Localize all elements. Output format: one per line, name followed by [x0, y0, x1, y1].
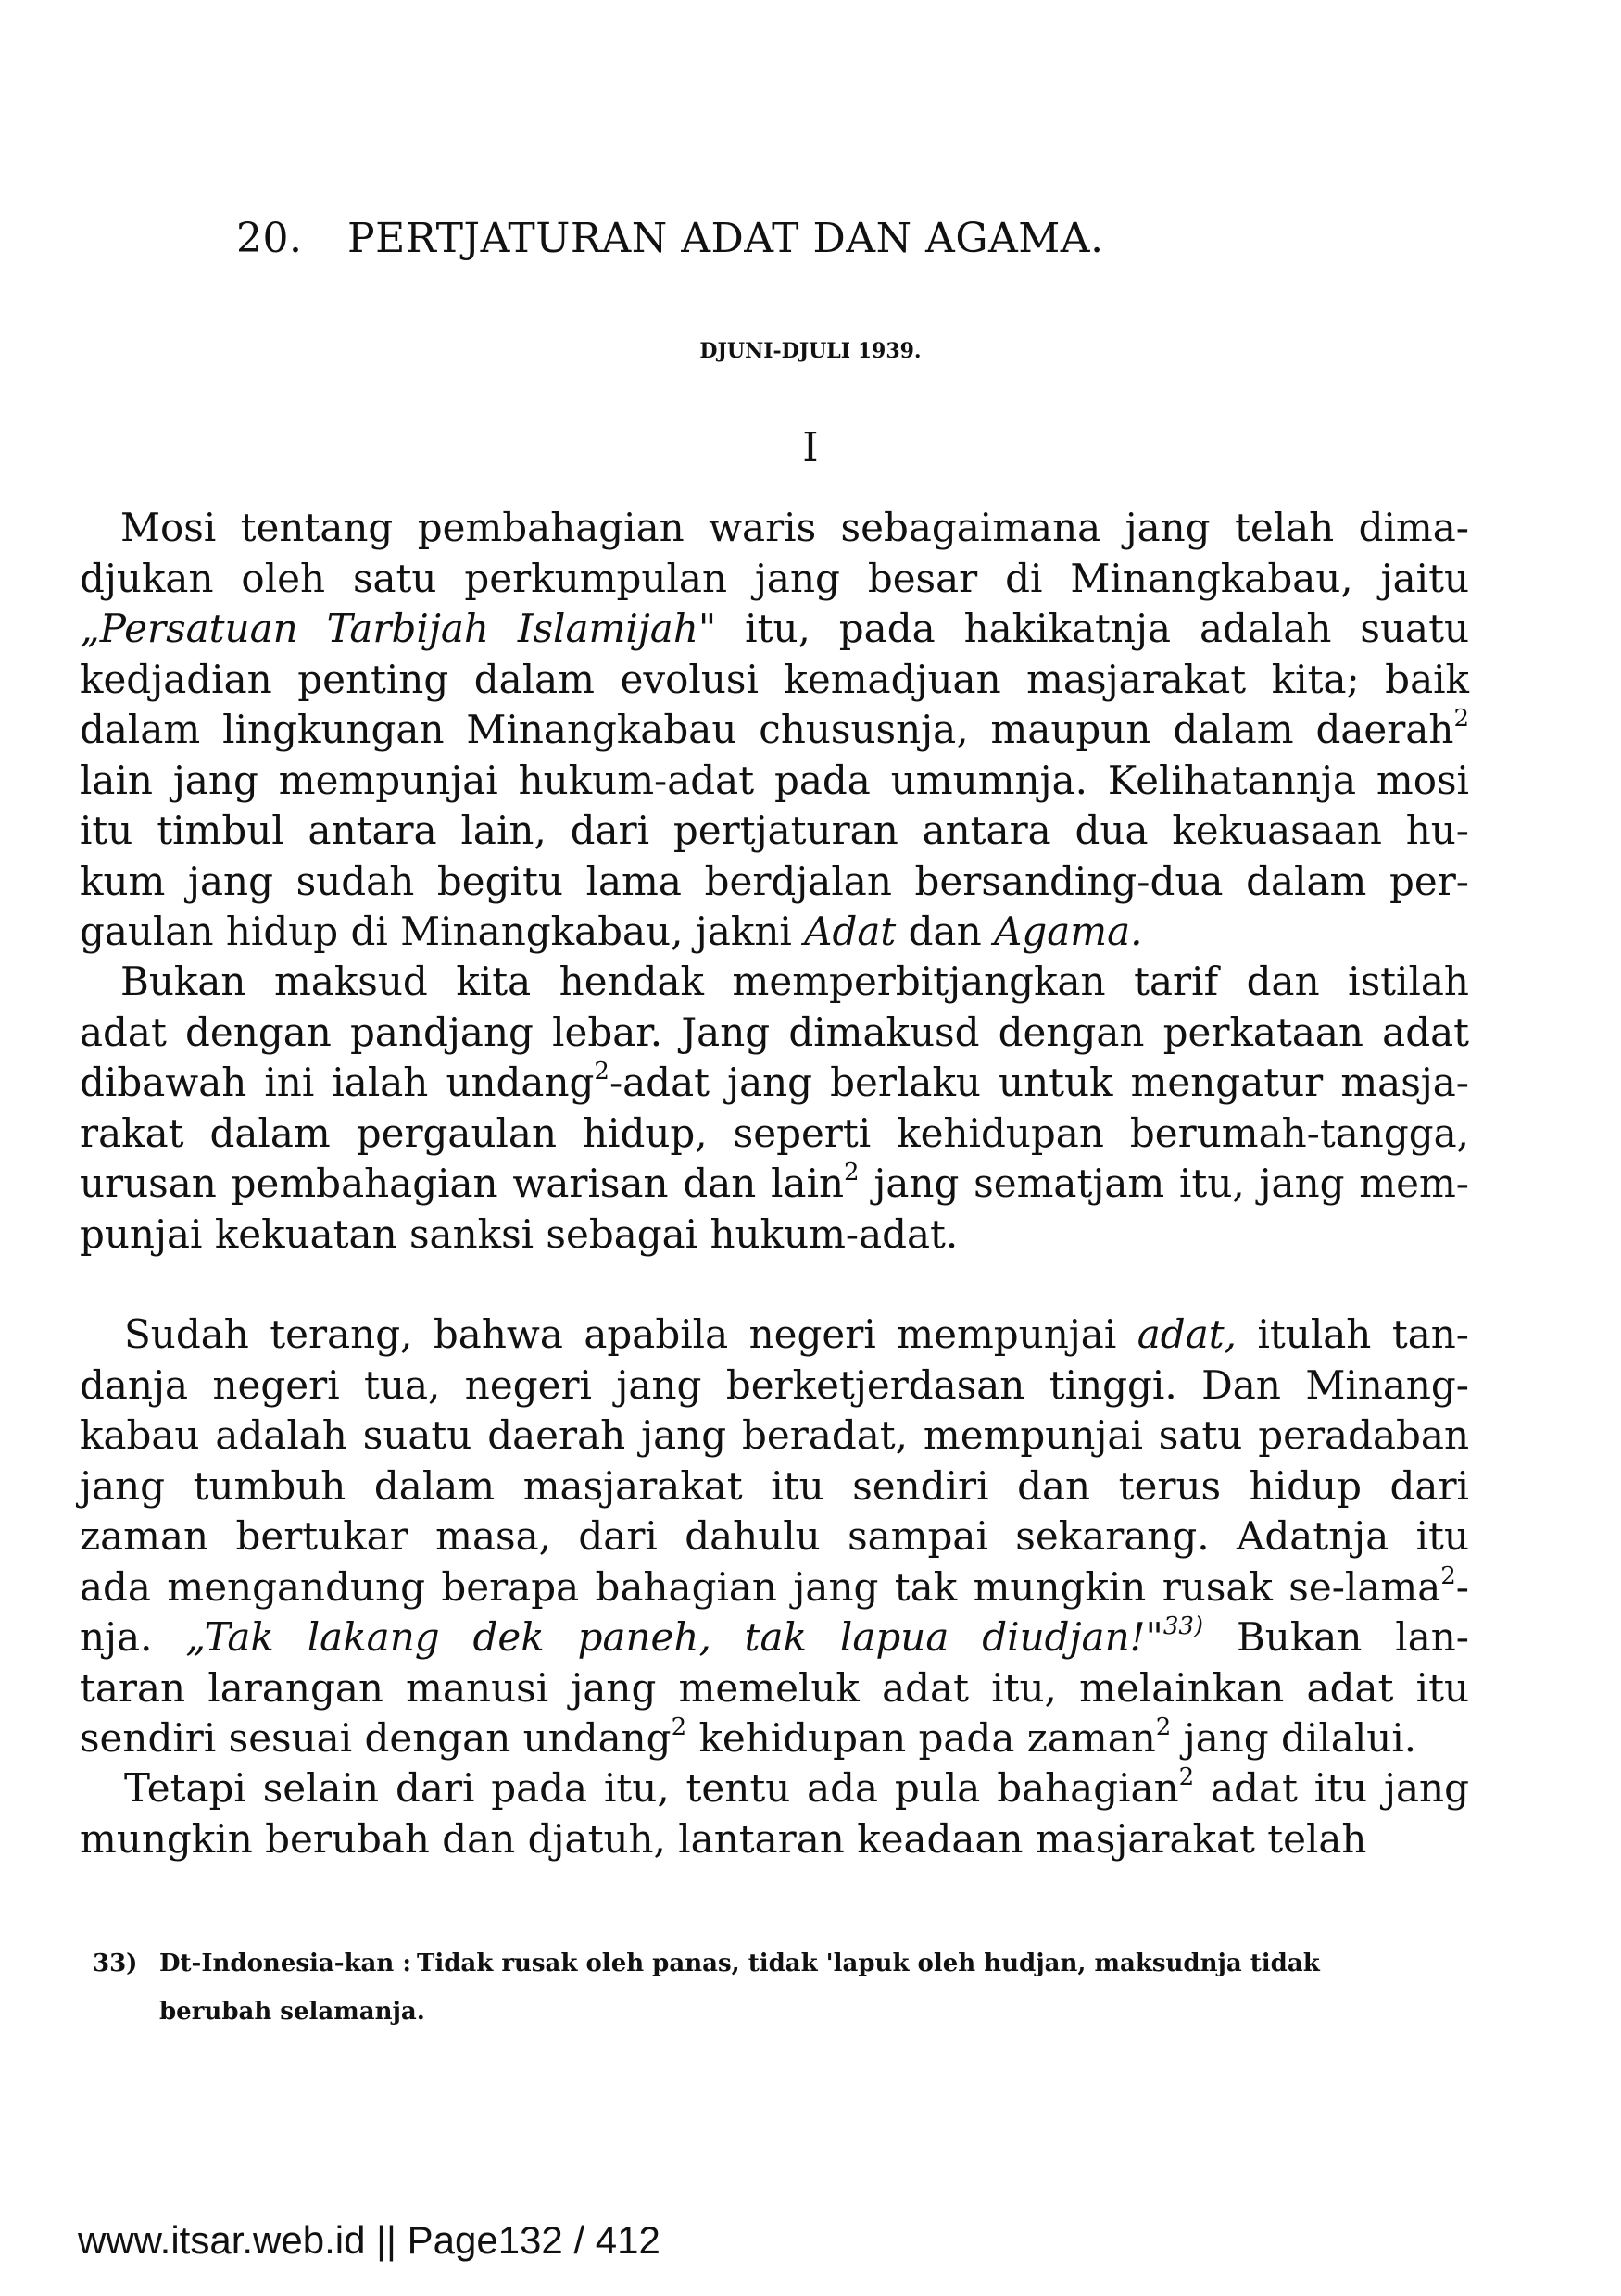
text-line: djukan oleh satu perkumpulan jang besar di Minangkabau, jaitu: [80, 555, 1469, 601]
footnote-line: [93, 1939, 1320, 1988]
text-line: kedjadian penting dalam evolusi kemadjuan masjarakat kita; baik: [80, 656, 1469, 702]
footnote: [93, 1939, 1320, 2036]
section-numeral: I: [802, 424, 819, 471]
footnote-text: Tidak rusak oleh panas, tidak 'lapuk oleh hudjan, maksudnja tidak: [417, 1950, 1320, 1977]
text-line: „Persatuan Tarbijah Islamijah" itu, pada hakikatnja adalah suatu: [80, 606, 1470, 651]
paragraph-4: [80, 1763, 1469, 1864]
text-line: kabau adalah suatu daerah jang beradat, mempunjai satu peradaban: [80, 1412, 1469, 1458]
organization-name: „Persatuan Tarbijah Islamijah": [80, 606, 717, 651]
repetition-mark: 2: [1453, 705, 1469, 733]
text-line: Mosi tentang pembahagian waris sebagaimana jang telah dima-: [120, 505, 1469, 550]
text-line: dibawah ini ialah undang$^2$-adat jang berlaku untuk mengatur masja-: [80, 1058, 1469, 1105]
proverb: „Tak lakang dek paneh, tak lapua diudjan!": [185, 1614, 1163, 1660]
footnote-ref: 33): [1162, 1612, 1204, 1640]
text-line: Tetapi selain dari pada itu, tentu ada pula bahagian$^2$ adat itu jang: [124, 1763, 1469, 1811]
paragraph-3: [80, 1310, 1469, 1764]
text-line: Bukan maksud kita hendak memperbitjangkan tarif dan istilah: [120, 959, 1469, 1004]
text-line: adat dengan pandjang lebar. Jang dimakusd dengan perkataan adat: [80, 1009, 1469, 1055]
footnote-label: Dt-Indonesia-kan :: [159, 1950, 411, 1977]
date-subtitle: DJUNI-DJULI 1939.: [699, 339, 922, 363]
text-line: Sudah terang, bahwa apabila negeri mempunjai adat, itulah tan-: [124, 1311, 1469, 1357]
repetition-mark: 2: [1155, 1713, 1172, 1741]
repetition-mark: 2: [1440, 1562, 1456, 1590]
text-line: mungkin berubah dan djatuh, lantaran keadaan masjarakat telah: [80, 1815, 1367, 1862]
text-line: gaulan hidup di Minangkabau, jakni Adat dan Agama.: [80, 909, 1143, 954]
text-line: urusan pembahagian warisan dan lain$^2$ jang sematjam itu, jang mem-: [80, 1159, 1469, 1206]
text-line: itu timbul antara lain, dari pertjaturan antara dua kekuasaan hu-: [80, 808, 1469, 853]
footnote-continuation: berubah selamanja.: [159, 1998, 425, 2026]
text-line: ada mengandung berapa bahagian jang tak mungkin rusak se-lama$^2$-: [80, 1562, 1469, 1610]
chapter-heading: [236, 215, 1104, 262]
footnote-number: 33): [93, 1950, 138, 1977]
text-line: dalam lingkungan Minangkabau chususnja, maupun dalam daerah$^2$: [80, 705, 1469, 752]
text-line: sendiri sesuai dengan undang$^2$ kehidupan pada zaman$^2$ jang dilalui.: [80, 1713, 1417, 1761]
paragraph-1: [80, 503, 1469, 958]
chapter-title: PERTJATURAN ADAT DAN AGAMA.: [347, 215, 1104, 262]
text-line: punjai kekuatan sanksi sebagai hukum-adat.: [80, 1211, 959, 1257]
repetition-mark: 2: [671, 1713, 687, 1741]
repetition-mark: 2: [1178, 1763, 1195, 1791]
text-line: rakat dalam pergaulan hidup, seperti kehidupan berumah-tangga,: [80, 1110, 1469, 1156]
text-line: taran larangan manusi jang memeluk adat itu, melainkan adat itu: [80, 1664, 1469, 1711]
text-line: danja negeri tua, negeri jang berketjerdasan tinggi. Dan Minang-: [80, 1361, 1469, 1408]
text-line: zaman bertukar masa, dari dahulu sampai sekarang. Adatnja itu: [80, 1513, 1469, 1559]
paragraph-2: [80, 957, 1469, 1260]
repetition-mark: 2: [844, 1159, 860, 1186]
repetition-mark: 2: [594, 1058, 609, 1085]
text-line: kum jang sudah begitu lama berdjalan bersanding-dua dalam per-: [80, 858, 1469, 904]
page-footer: www.itsar.web.id || Page132 / 412: [78, 2218, 660, 2262]
text-line: jang tumbuh dalam masjarakat itu sendiri dan terus hidup dari: [80, 1462, 1469, 1509]
text-line: lain jang mempunjai hukum-adat pada umumnja. Kelihatannja mosi: [80, 757, 1469, 803]
chapter-number: 20.: [236, 215, 303, 262]
text-line: nja. „Tak lakang dek paneh, tak lapua diudjan!"$^{33)}$ Bukan lan-: [80, 1612, 1469, 1660]
